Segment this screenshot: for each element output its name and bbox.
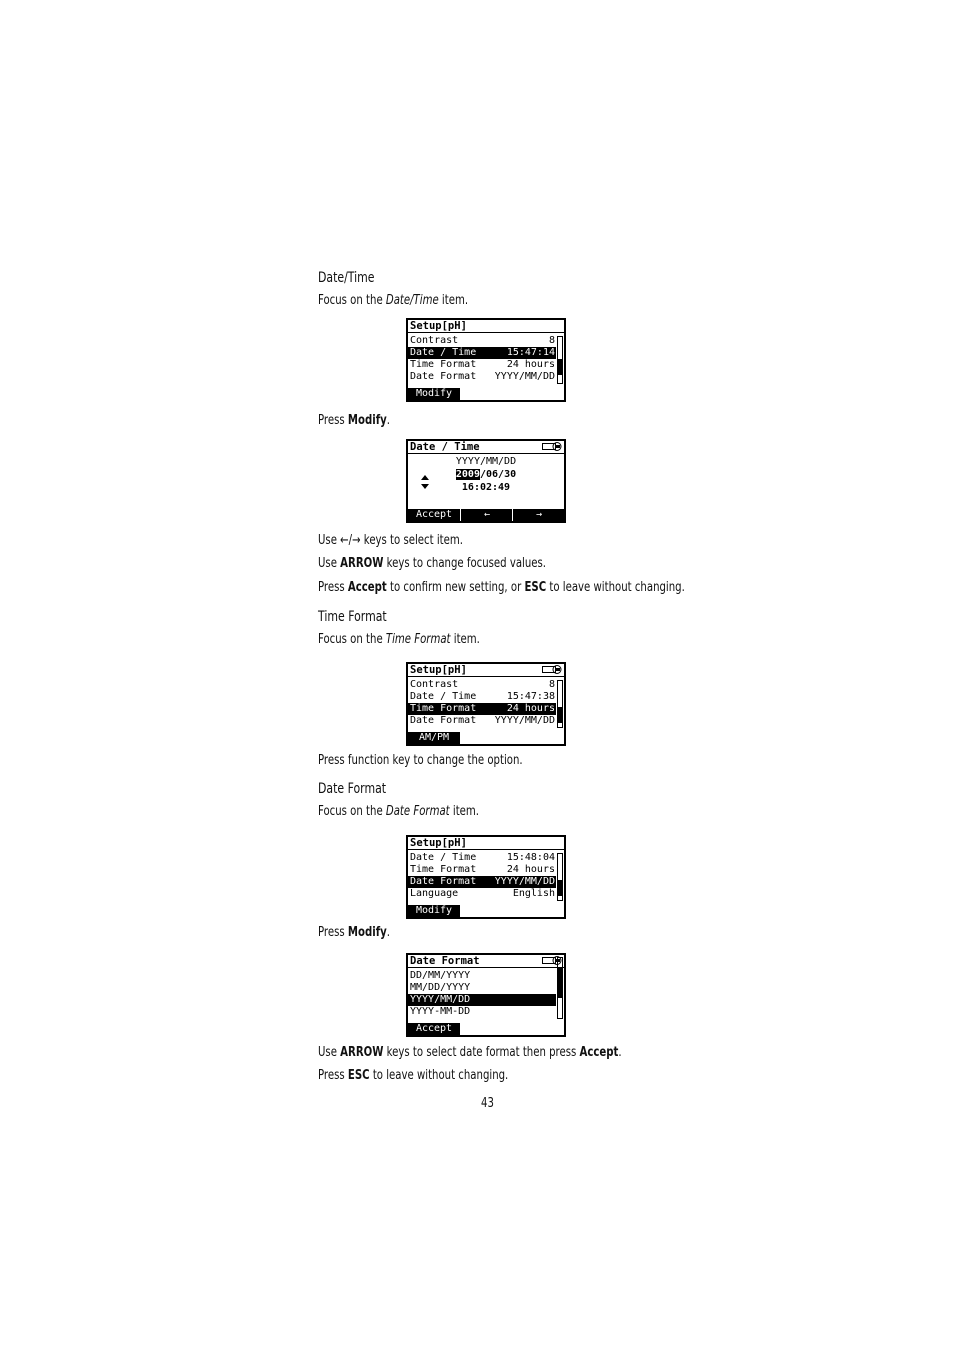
- lcd-row: Time Format 24 hours: [410, 864, 555, 875]
- instruction-focus-date-time: Focus on the Date/Time item.: [318, 293, 469, 308]
- option-item: MM/DD/YYYY: [410, 982, 471, 993]
- lcd-scrollbar: [557, 336, 563, 384]
- lcd-row: Date Format YYYY/MM/DD: [410, 715, 555, 726]
- lcd-scrollbar: [557, 680, 563, 728]
- date-format-label: YYYY/MM/DD: [455, 456, 517, 467]
- lcd-row: Time Format 24 hours: [410, 359, 555, 370]
- instruction-accept-or-esc: Press Accept to confirm new setting, or ESC to leave without changing.: [318, 580, 685, 595]
- instruction-focus-date-format: Focus on the Date Format item.: [318, 804, 480, 819]
- heading-date-format: Date Format: [318, 781, 387, 797]
- lcd-title: Date / Time: [408, 441, 564, 454]
- instruction-select-date-format: Use ARROW keys to select date format then press Accept.: [318, 1045, 622, 1060]
- fkey-am-pm: AM/PM: [408, 732, 460, 744]
- instruction-arrow-change: Use ARROW keys to change focused values.: [318, 556, 547, 571]
- lcd-row: Date / Time 15:48:04: [410, 852, 555, 863]
- lcd-setup-time-format: [406, 662, 566, 746]
- lcd-row: Contrast 8: [410, 335, 555, 346]
- lcd-row: Contrast 8: [410, 679, 555, 690]
- instruction-focus-time-format: Focus on the Time Format item.: [318, 632, 480, 647]
- instruction-esc: Press ESC to leave without changing.: [318, 1068, 509, 1083]
- lcd-row-selected: Time Format 24 hours: [410, 703, 555, 714]
- lcd-row-selected: Date Format YYYY/MM/DD: [410, 876, 555, 887]
- page-number: 43: [481, 1096, 494, 1111]
- fkey-accept: Accept: [408, 509, 461, 521]
- lcd-title: Date Format: [408, 955, 564, 968]
- heading-time-format: Time Format: [318, 609, 387, 625]
- lcd-title: Setup[pH]: [408, 664, 564, 677]
- lcd-row-selected: Date / Time 15:47:14: [410, 347, 555, 358]
- fkey-right: →: [514, 509, 564, 521]
- instruction-function-key: Press function key to change the option.: [318, 753, 523, 768]
- option-item: DD/MM/YYYY: [410, 970, 471, 981]
- option-item: YYYY-MM-DD: [410, 1006, 471, 1017]
- lcd-scrollbar: [557, 853, 563, 901]
- lcd-row: Date Format YYYY/MM/DD: [410, 371, 555, 382]
- heading-date-time: Date/Time: [318, 270, 375, 286]
- lcd-scrollbar: [557, 957, 563, 1019]
- option-item-selected: YYYY/MM/DD: [408, 994, 556, 1006]
- lcd-setup-date-format: [406, 835, 566, 919]
- lcd-setup-date-time: [406, 318, 566, 402]
- lcd-title: Setup[pH]: [408, 837, 564, 850]
- battery-icon: [542, 665, 562, 674]
- battery-icon: [542, 442, 562, 451]
- lcd-title: Setup[pH]: [408, 320, 564, 333]
- fkey-modify: Modify: [408, 905, 460, 917]
- lcd-date-time-edit: [406, 439, 566, 523]
- instruction-press-modify: Press Modify.: [318, 413, 390, 428]
- date-value: 2009/06/30: [455, 469, 517, 480]
- time-value: 16:02:49: [461, 482, 511, 493]
- instruction-press-modify-2: Press Modify.: [318, 925, 390, 940]
- up-down-arrow-icon: [420, 475, 430, 489]
- fkey-left: ←: [462, 509, 513, 521]
- fkey-modify: Modify: [408, 388, 460, 400]
- lcd-row: Date / Time 15:47:38: [410, 691, 555, 702]
- instruction-use-arrows-select: Use ←/→ keys to select item.: [318, 533, 463, 548]
- lcd-date-format-select: [406, 953, 566, 1037]
- fkey-accept: Accept: [408, 1023, 460, 1035]
- lcd-row: Language English: [410, 888, 555, 899]
